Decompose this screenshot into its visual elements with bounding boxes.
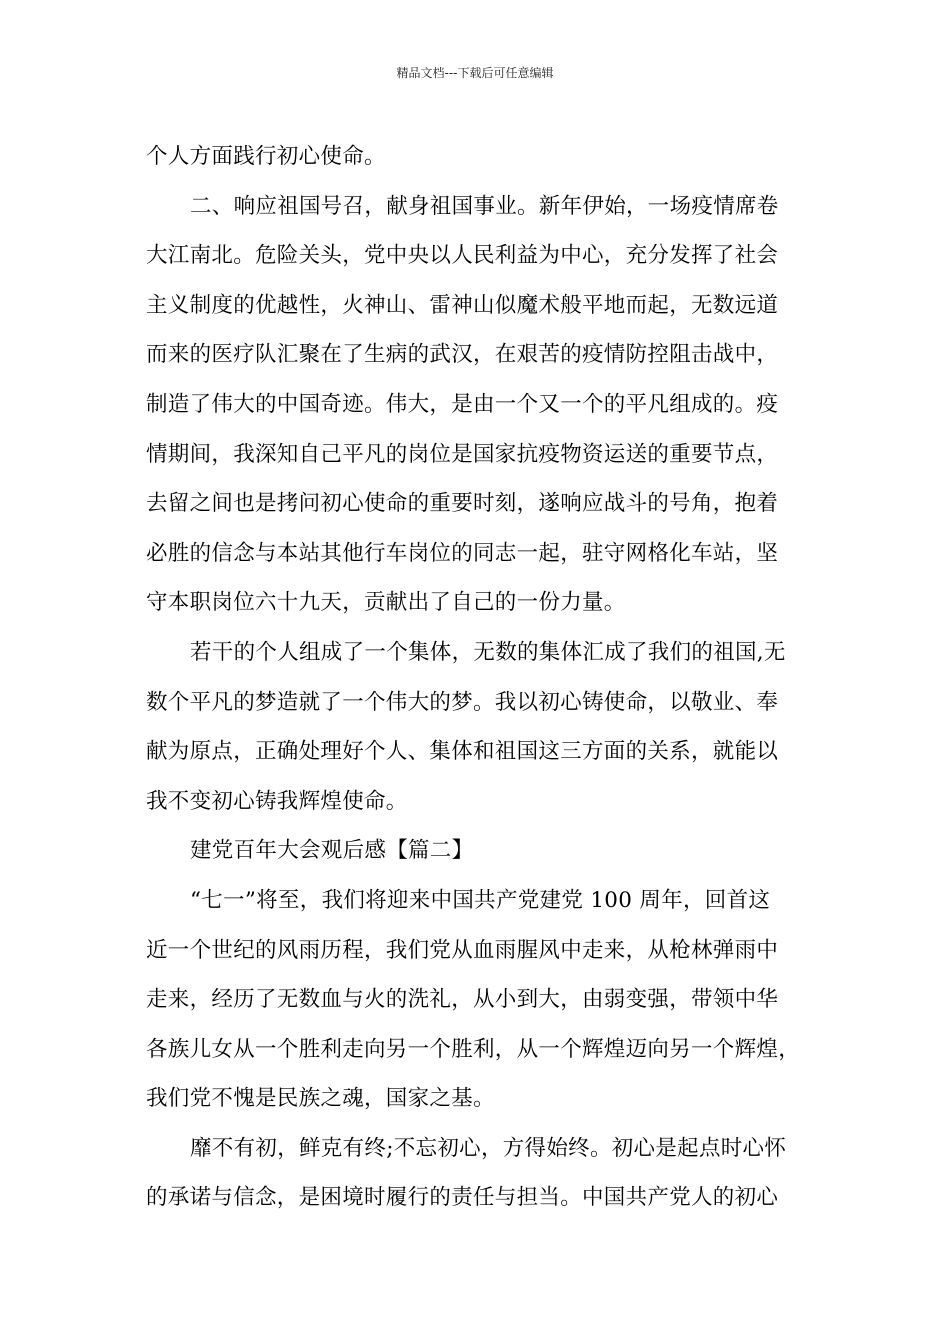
text-line: 制造了伟大的中国奇迹。伟大，是由一个又一个的平凡组成的。疫 bbox=[146, 391, 779, 417]
text-line: 建党百年大会观后感【篇二】 bbox=[190, 838, 474, 864]
text-line: 近一个世纪的风雨历程，我们党从血雨腥风中走来，从枪林弹雨中 bbox=[146, 937, 779, 963]
text-line: 主义制度的优越性，火神山、雷神山似魔术般平地而起，无数远道 bbox=[146, 292, 779, 318]
text-line: 去留之间也是拷问初心使命的重要时刻，遂响应战斗的号角，抱着 bbox=[146, 491, 779, 517]
text-line: 我们党不愧是民族之魂，国家之基。 bbox=[146, 1086, 495, 1112]
text-line: 靡不有初，鲜克有终;不忘初心，方得始终。初心是起点时心怀 bbox=[190, 1135, 787, 1161]
text-line: 大江南北。危险关头，党中央以人民利益为中心，充分发挥了社会 bbox=[146, 243, 779, 269]
text-line: 走来，经历了无数血与火的洗礼，从小到大，由弱变强，带领中华 bbox=[146, 987, 779, 1013]
document-body bbox=[146, 132, 808, 1223]
text-line: 我不变初心铸我辉煌使命。 bbox=[146, 788, 408, 814]
text-line: 必胜的信念与本站其他行车岗位的同志一起，驻守网格化车站，坚 bbox=[146, 540, 779, 566]
text-line: 二、响应祖国号召，献身祖国事业。新年伊始，一场疫情席卷 bbox=[190, 193, 779, 219]
text-line: “七一”将至，我们将迎来中国共产党建党 100 周年，回首这 bbox=[190, 887, 771, 913]
text-line: 若干的个人组成了一个集体，无数的集体汇成了我们的祖国,无 bbox=[190, 639, 786, 665]
page-header: 精品文档---下载后可任意编辑 bbox=[396, 66, 554, 80]
text-line: 个人方面践行初心使命。 bbox=[146, 144, 386, 169]
text-line: 守本职岗位六十九天，贡献出了自己的一份力量。 bbox=[146, 590, 626, 616]
text-line: 而来的医疗队汇聚在了生病的武汉，在艰苦的疫情防控阻击战中， bbox=[146, 342, 779, 368]
text-line: 各族儿女从一个胜利走向另一个胜利，从一个辉煌迈向另一个辉煌， bbox=[146, 1036, 801, 1062]
text-line: 数个平凡的梦造就了一个伟大的梦。我以初心铸使命，以敬业、奉 bbox=[146, 689, 779, 715]
text-line: 献为原点，正确处理好个人、集体和祖国这三方面的关系，就能以 bbox=[146, 739, 779, 765]
text-line: 情期间，我深知自己平凡的岗位是国家抗疫物资运送的重要节点， bbox=[146, 441, 779, 467]
text-line: 的承诺与信念，是困境时履行的责任与担当。中国共产党人的初心 bbox=[146, 1185, 779, 1211]
